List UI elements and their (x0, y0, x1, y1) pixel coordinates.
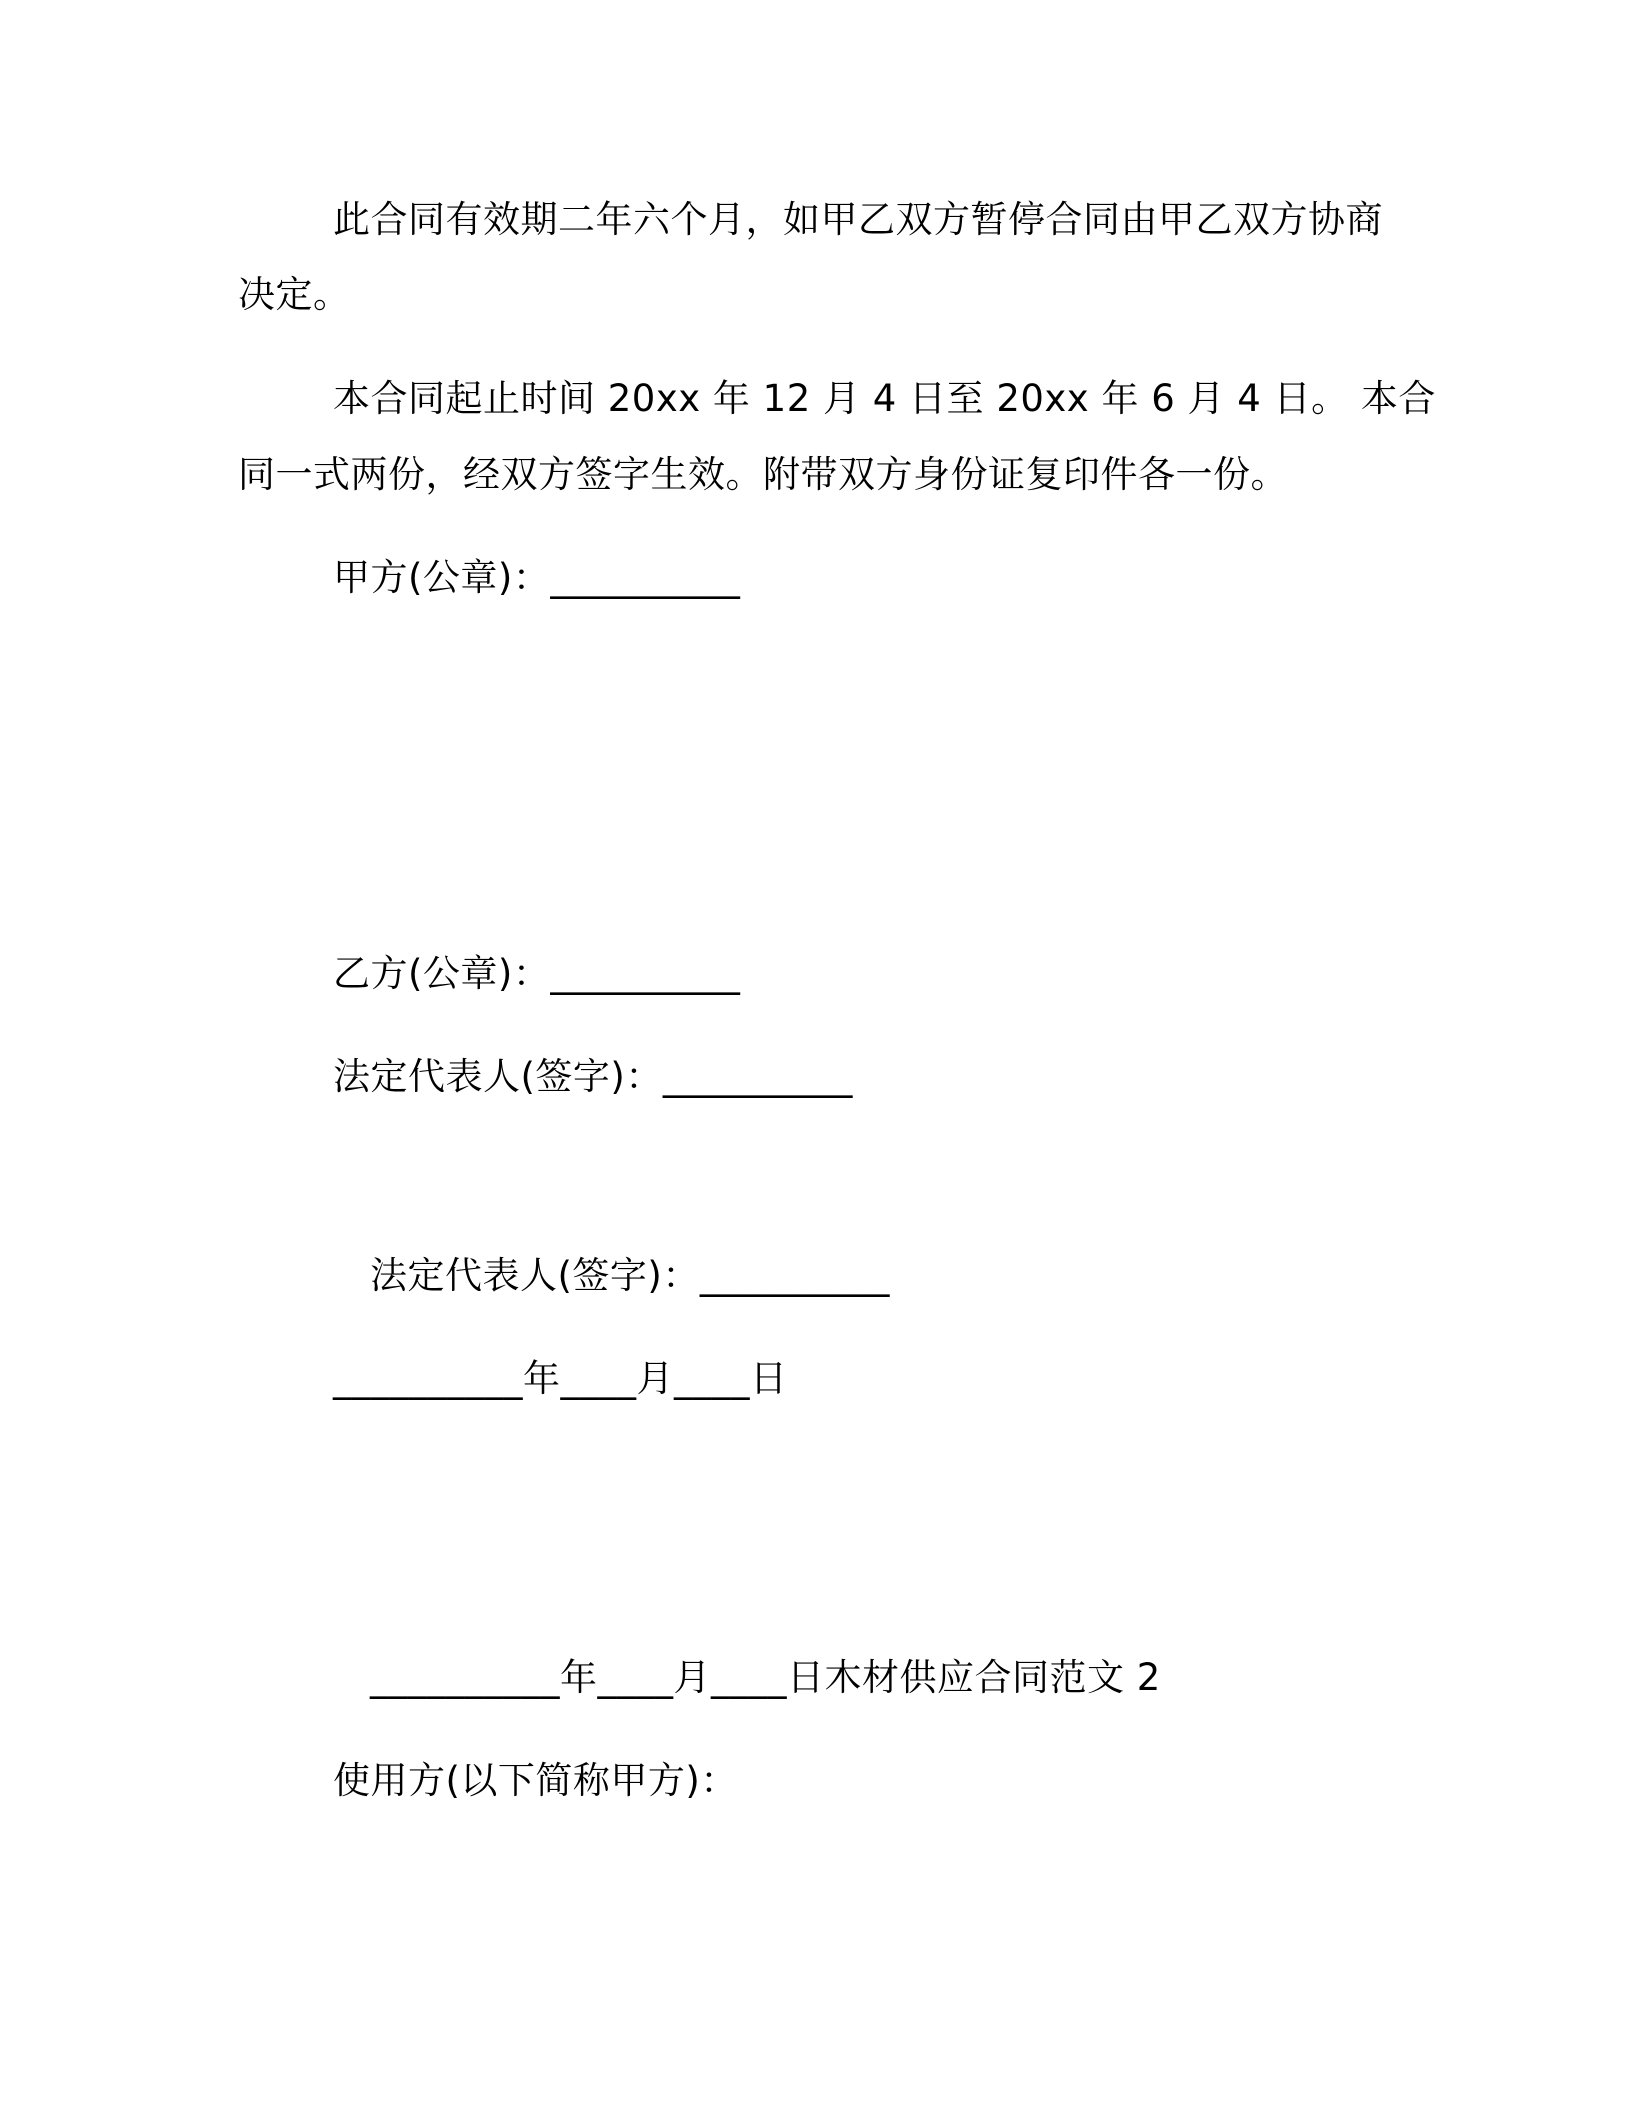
legal-representative-line-1: 法定代表人(签字)：__________ (333, 1055, 853, 1098)
legal-representative-line-2: 法定代表人(签字)：__________ (370, 1254, 890, 1297)
contract-title-line: __________年____月____日木材供应合同范文 2 (370, 1656, 1161, 1699)
paragraph-validity-line-2: 决定。 (238, 273, 351, 316)
party-b-seal-line: 乙方(公章)：__________ (333, 952, 741, 995)
party-a-seal-line: 甲方(公章)：__________ (333, 556, 741, 599)
paragraph-term-line-1: 本合同起止时间 20xx 年 12 月 4 日至 20xx 年 6 月 4 日。 本合 (333, 377, 1436, 420)
paragraph-validity-line-1: 此合同有效期二年六个月，如甲乙双方暂停合同由甲乙双方协商 (333, 198, 1383, 241)
user-party-line: 使用方(以下简称甲方)： (333, 1759, 738, 1802)
paragraph-term-line-2: 同一式两份，经双方签字生效。附带双方身份证复印件各一份。 (238, 453, 1288, 496)
date-line: __________年____月____日 (333, 1357, 788, 1400)
